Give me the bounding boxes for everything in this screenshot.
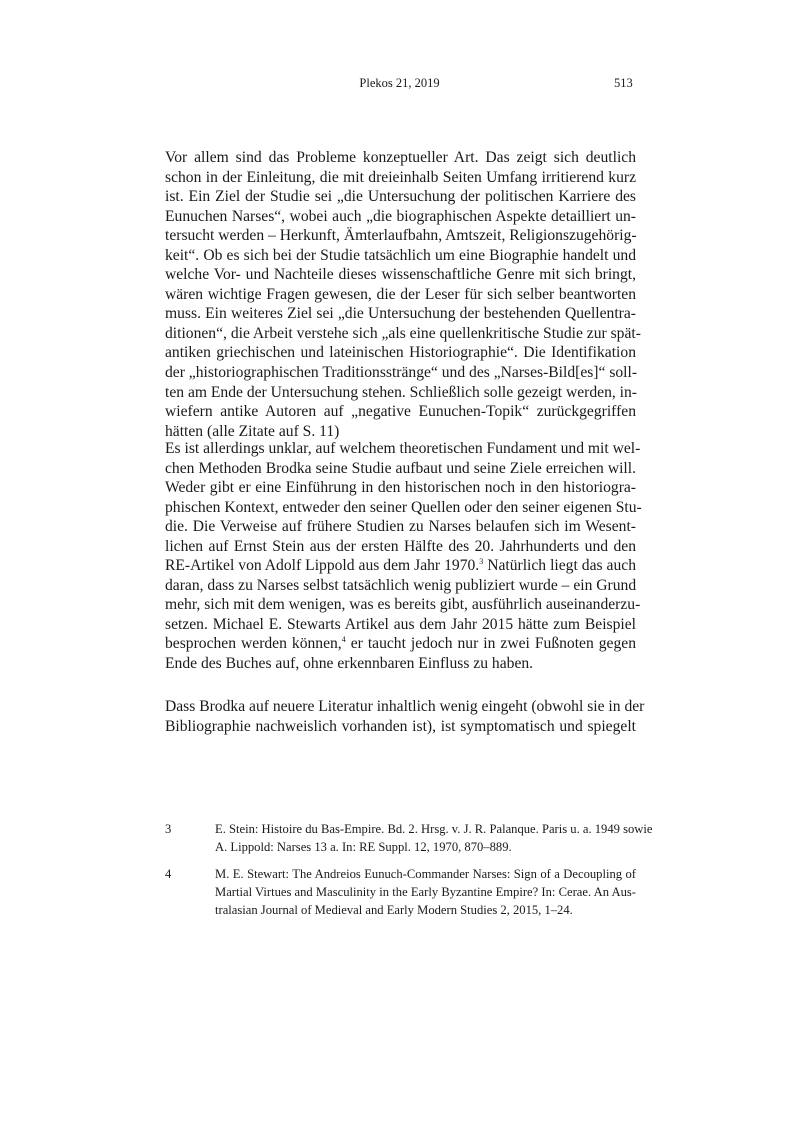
paragraph-2 [165, 439, 642, 674]
page-number: 513 [614, 76, 633, 90]
footnote-line: tralasian Journal of Medieval and Early Modern Studies 2, 2015, 1–24. [215, 903, 573, 918]
text-line: Dass Brodka auf neuere Literatur inhaltlich wenig eingeht (obwohl sie in der [165, 698, 645, 715]
text-line: hätten (alle Zitate auf S. 11) [165, 422, 340, 440]
text-line: chen Methoden Brodka seine Studie aufbaut und seine Ziele erreichen will. [165, 459, 636, 477]
text-line: die. Die Verweise auf frühere Studien zu Narses belaufen sich im Wesent- [165, 518, 636, 536]
text: RE-Artikel von Adolf Lippold aus dem Jahr 1970. [165, 557, 480, 575]
text-line: lichen auf Ernst Stein aus der ersten Hälfte des 20. Jahrhunderts und den [165, 537, 636, 555]
text-line: antiken griechischen und lateinischen Historiographie“. Die Identifikation [165, 344, 636, 362]
text-line: Vor allem sind das Probleme konzeptueller Art. Das zeigt sich deutlich [165, 149, 636, 166]
paragraph-1 [165, 148, 641, 441]
text-line: Eunuchen Narses“, wobei auch „die biographischen Aspekte detailliert un- [165, 207, 636, 225]
text-line: muss. Ein weiteres Ziel sei „die Untersuchung der bestehenden Quellentra- [165, 305, 636, 323]
text-line: ten am Ende der Untersuchung stehen. Schließlich solle gezeigt werden, in- [165, 383, 637, 401]
text-line: Bibliographie nachweislich vorhanden ist), ist symptomatisch und spiegelt [165, 717, 636, 735]
text-line: keit“. Ob es sich bei der Studie tatsächlich um eine Biographie handelt und [165, 246, 636, 264]
footnote-line: Martial Virtues and Masculinity in the Early Byzantine Empire? In: Cerae. An Aus- [215, 885, 636, 900]
footnote-4 [165, 865, 636, 920]
footnote-3 [165, 820, 653, 856]
text-line: Ende des Buches auf, ohne erkennbaren Einfluss zu haben. [165, 655, 534, 673]
text-line: Es ist allerdings unklar, auf welchem theoretischen Fundament und mit wel- [165, 440, 641, 457]
paragraph-3 [165, 697, 645, 736]
text-line: wären wichtige Fragen gewesen, die der Leser für sich selber beantworten [165, 285, 636, 303]
text-line: welche Vor- und Nachteile dieses wissenschaftliche Genre mit sich bringt, [165, 266, 636, 284]
text: besprochen werden können, [165, 635, 342, 653]
footnote-line: A. Lippold: Narses 13 a. In: RE Suppl. 12, 1970, 870–889. [215, 840, 512, 855]
running-header: Plekos 21, 2019 [359, 76, 440, 90]
text-line: Weder gibt er eine Einführung in den historischen noch in den historiogra- [165, 479, 636, 497]
footnote-ref-4[interactable]: 4 [341, 635, 346, 645]
text-line: schon in der Einleitung, die mit dreieinhalb Seiten Umfang irritierend kurz [165, 168, 636, 186]
text-line-with-footnote-4 [165, 634, 636, 654]
footnote-number: 4 [165, 867, 172, 881]
footnote-number: 3 [165, 822, 172, 836]
footnote-line: M. E. Stewart: The Andreios Eunuch-Commander Narses: Sign of a Decoupling of [215, 867, 636, 881]
text-line: setzen. Michael E. Stewarts Artikel aus dem Jahr 2015 hätte zum Beispiel [165, 615, 636, 633]
text-line: ditionen“, die Arbeit verstehe sich „als eine quellenkritische Studie zur spät- [165, 324, 641, 342]
text-line: ist. Ein Ziel der Studie sei „die Untersuchung der politischen Karriere des [165, 188, 636, 206]
text-line: daran, dass zu Narses selbst tatsächlich wenig publiziert wurde – ein Grund [165, 576, 637, 594]
footnote-ref-3[interactable]: 3 [479, 557, 484, 567]
text: er taucht jedoch nur in zwei Fußnoten gegen [345, 635, 636, 653]
text-line: mehr, sich mit dem wenigen, was es bereits gibt, ausführlich auseinanderzu- [165, 596, 641, 614]
text: Natürlich liegt das auch [483, 557, 636, 575]
footnote-line: E. Stein: Histoire du Bas-Empire. Bd. 2. Hrsg. v. J. R. Palanque. Paris u. a. 1949 sowie [215, 822, 653, 836]
text-line: wiefern antike Autoren auf „negative Eunuchen-Topik“ zurückgegriffen [165, 403, 636, 421]
text-line: tersucht werden – Herkunft, Ämterlaufbahn, Amtszeit, Religionszugehörig- [165, 227, 637, 245]
text-line: der „historiographischen Traditionsstränge“ und des „Narses-Bild[es]“ soll- [165, 364, 638, 382]
text-line-with-footnote-3 [165, 556, 636, 576]
text-line: phischen Kontext, entweder den seiner Quellen oder den seiner eigenen Stu- [165, 498, 642, 516]
